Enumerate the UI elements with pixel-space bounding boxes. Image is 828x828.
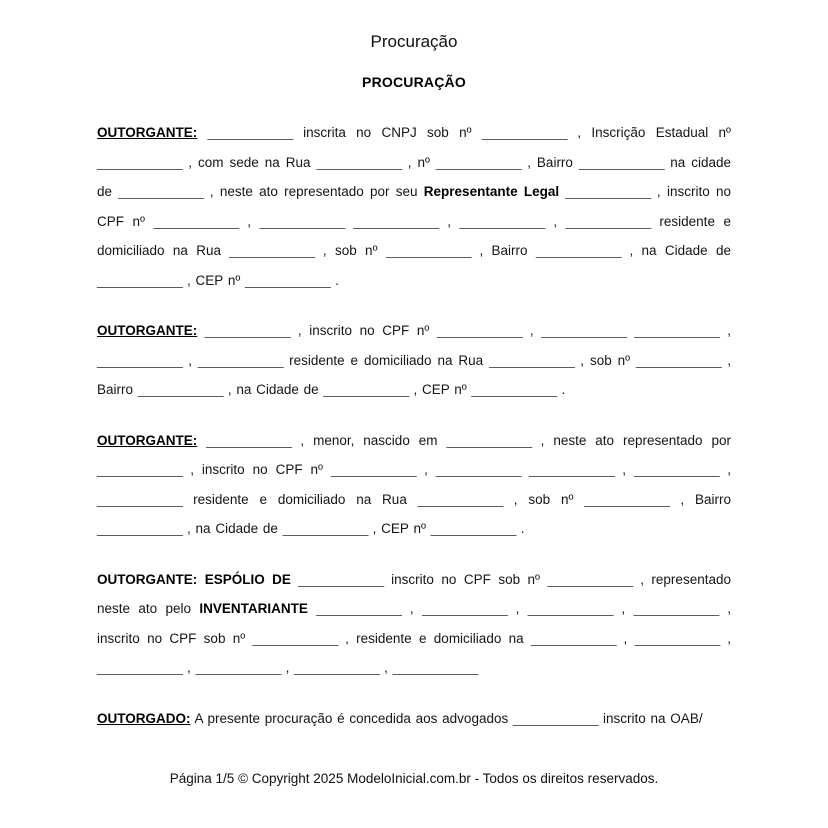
emphasis-text: OUTORGANTE: [97,323,198,338]
blank-field: ____________ [459,213,545,229]
text-segment [197,125,207,140]
text-segment: , [613,601,634,616]
blank-field: ____________ [137,382,224,397]
text-segment: , Bairro [97,352,731,397]
text-segment: , neste ato representado por seu [203,184,424,199]
text-segment: residente e domiciliado na Rua [283,352,490,368]
text-segment: , menor, nascido em [291,432,447,448]
text-segment: , sob nº [574,352,636,368]
text-segment: , [719,630,731,646]
text-segment: , na Cidade de [182,521,283,536]
text-segment: , [522,323,542,338]
blank-field: ____________ [229,243,315,258]
text-segment: , CEP nº [182,272,246,288]
emphasis-text: OUTORGANTE: [97,432,198,448]
paragraph [97,426,731,544]
text-segment: . [556,382,566,397]
text-segment: . [330,272,339,288]
blank-field: ____________ [353,213,439,229]
text-segment [197,323,205,338]
paragraph [97,118,731,295]
text-segment: , [182,352,198,368]
text-segment [197,433,206,448]
emphasis-text: OUTORGANTE: ESPÓLIO DE [97,571,291,587]
blank-field: ____________ [294,660,380,675]
paragraph [97,704,731,734]
blank-field: ____________ [245,272,331,288]
blank-field: ____________ [527,601,614,616]
text-segment: , [616,630,635,646]
blank-field: ____________ [633,462,720,477]
blank-field: ____________ [547,571,633,587]
emphasis-text: OUTORGADO: [97,710,191,726]
blank-field: ____________ [259,213,345,229]
text-segment: , residente e domiciliado na [337,630,531,646]
blank-field: ____________ [206,432,292,448]
text-segment: , na Cidade de [621,243,731,258]
text-segment: , Bairro [669,491,731,507]
blank-field: ____________ [535,243,622,258]
text-segment: inscrita no CNPJ sob nº [292,125,482,140]
text-segment: , Bairro [471,243,536,258]
text-segment: , inscrito no CPF nº [97,184,731,229]
text-segment: , CEP nº [408,382,472,397]
blank-field: ____________ [578,154,665,170]
blank-field: ____________ [584,491,670,507]
page-title: Procuração [370,32,458,51]
text-segment: , [379,660,393,675]
blank-field: ____________ [435,154,522,170]
blank-field: ____________ [282,521,368,536]
text-segment: , Bairro [521,154,579,170]
text-segment: , sob nº [314,243,386,258]
emphasis-text: Representante Legal [423,184,560,199]
blank-field: ____________ [97,521,183,536]
blank-field: ____________ [97,154,183,170]
emphasis-text: INVENTARIANTE [199,601,308,616]
blank-field: ____________ [633,601,719,616]
text-segment: A presente procuração é concedida aos advogados [190,710,513,726]
blank-field: ____________ [298,571,384,587]
text-segment: , inscrito no CPF sob nº [97,601,731,646]
text-segment: inscrito no CPF sob nº [383,571,548,587]
text-segment: , [719,462,731,477]
text-segment: residente e domiciliado na Rua [182,491,418,507]
blank-field: ____________ [204,323,291,338]
blank-field: ____________ [197,352,284,368]
text-segment: na cidade de [97,154,731,199]
text-segment: , na Cidade de [223,382,324,397]
blank-field: ____________ [118,184,204,199]
blank-field: ____________ [512,710,599,726]
text-segment: inscrito na OAB/ [598,710,703,726]
blank-field: ____________ [252,630,338,646]
text-segment: , Inscrição Estadual nº [567,125,731,140]
text-segment: , [614,462,634,477]
blank-field: ____________ [207,125,293,140]
text-segment: , [238,213,260,229]
blank-field: ____________ [437,323,523,338]
paragraphs [97,118,731,733]
text-segment: , CEP nº [367,521,431,536]
blank-field: ____________ [97,462,183,477]
paragraph [97,565,731,683]
blank-field: ____________ [97,660,183,675]
text-segment: , sob nº [502,491,585,507]
text-segment: , [719,323,731,338]
paragraph [97,316,731,405]
text-segment [308,601,316,616]
blank-field: ____________ [565,213,651,229]
blank-field: ____________ [323,382,409,397]
blank-field: ____________ [316,601,402,616]
blank-field: ____________ [97,352,183,368]
blank-field: ____________ [392,660,478,675]
blank-field: ____________ [385,243,472,258]
text-segment: , [416,462,436,477]
blank-field: ____________ [417,491,503,507]
text-segment: , [182,660,196,675]
text-segment: , inscrito no CPF nº [182,462,331,477]
page-footer: Página 1/5 © Copyright 2025 ModeloInicial.com.br - Todos os direitos reservados. [169,771,659,786]
text-segment: residente e domiciliado na Rua [97,213,731,258]
text-segment: , [507,601,528,616]
blank-field: ____________ [330,462,417,477]
text-segment [521,462,529,477]
blank-field: ____________ [422,601,508,616]
blank-field: ____________ [634,323,720,338]
blank-field: ____________ [489,352,575,368]
blank-field: ____________ [430,521,516,536]
blank-field: ____________ [316,154,402,170]
text-segment: , [401,601,423,616]
text-segment: , [544,213,566,229]
blank-field: ____________ [541,323,627,338]
text-segment: , representado neste ato pelo [97,571,731,616]
blank-field: ____________ [435,462,522,477]
blank-field: ____________ [153,213,239,229]
text-segment: , inscrito no CPF nº [290,323,437,338]
blank-field: ____________ [530,630,617,646]
blank-field: ____________ [529,462,615,477]
text-segment: , neste ato representado por [531,432,731,448]
emphasis-text: OUTORGANTE: [97,125,198,140]
text-segment: , com sede na Rua [182,154,317,170]
text-segment: , [438,213,460,229]
blank-field: ____________ [636,352,722,368]
blank-field: ____________ [565,184,651,199]
blank-field: ____________ [634,630,720,646]
blank-field: ____________ [471,382,557,397]
blank-field: ____________ [446,432,532,448]
blank-field: ____________ [97,491,183,507]
blank-field: ____________ [481,125,568,140]
blank-field: ____________ [97,272,183,288]
document-heading: PROCURAÇÃO [362,74,466,90]
text-segment: , [280,660,295,675]
text-segment: , nº [401,154,436,170]
blank-field: ____________ [195,660,281,675]
text-segment: . [515,521,525,536]
